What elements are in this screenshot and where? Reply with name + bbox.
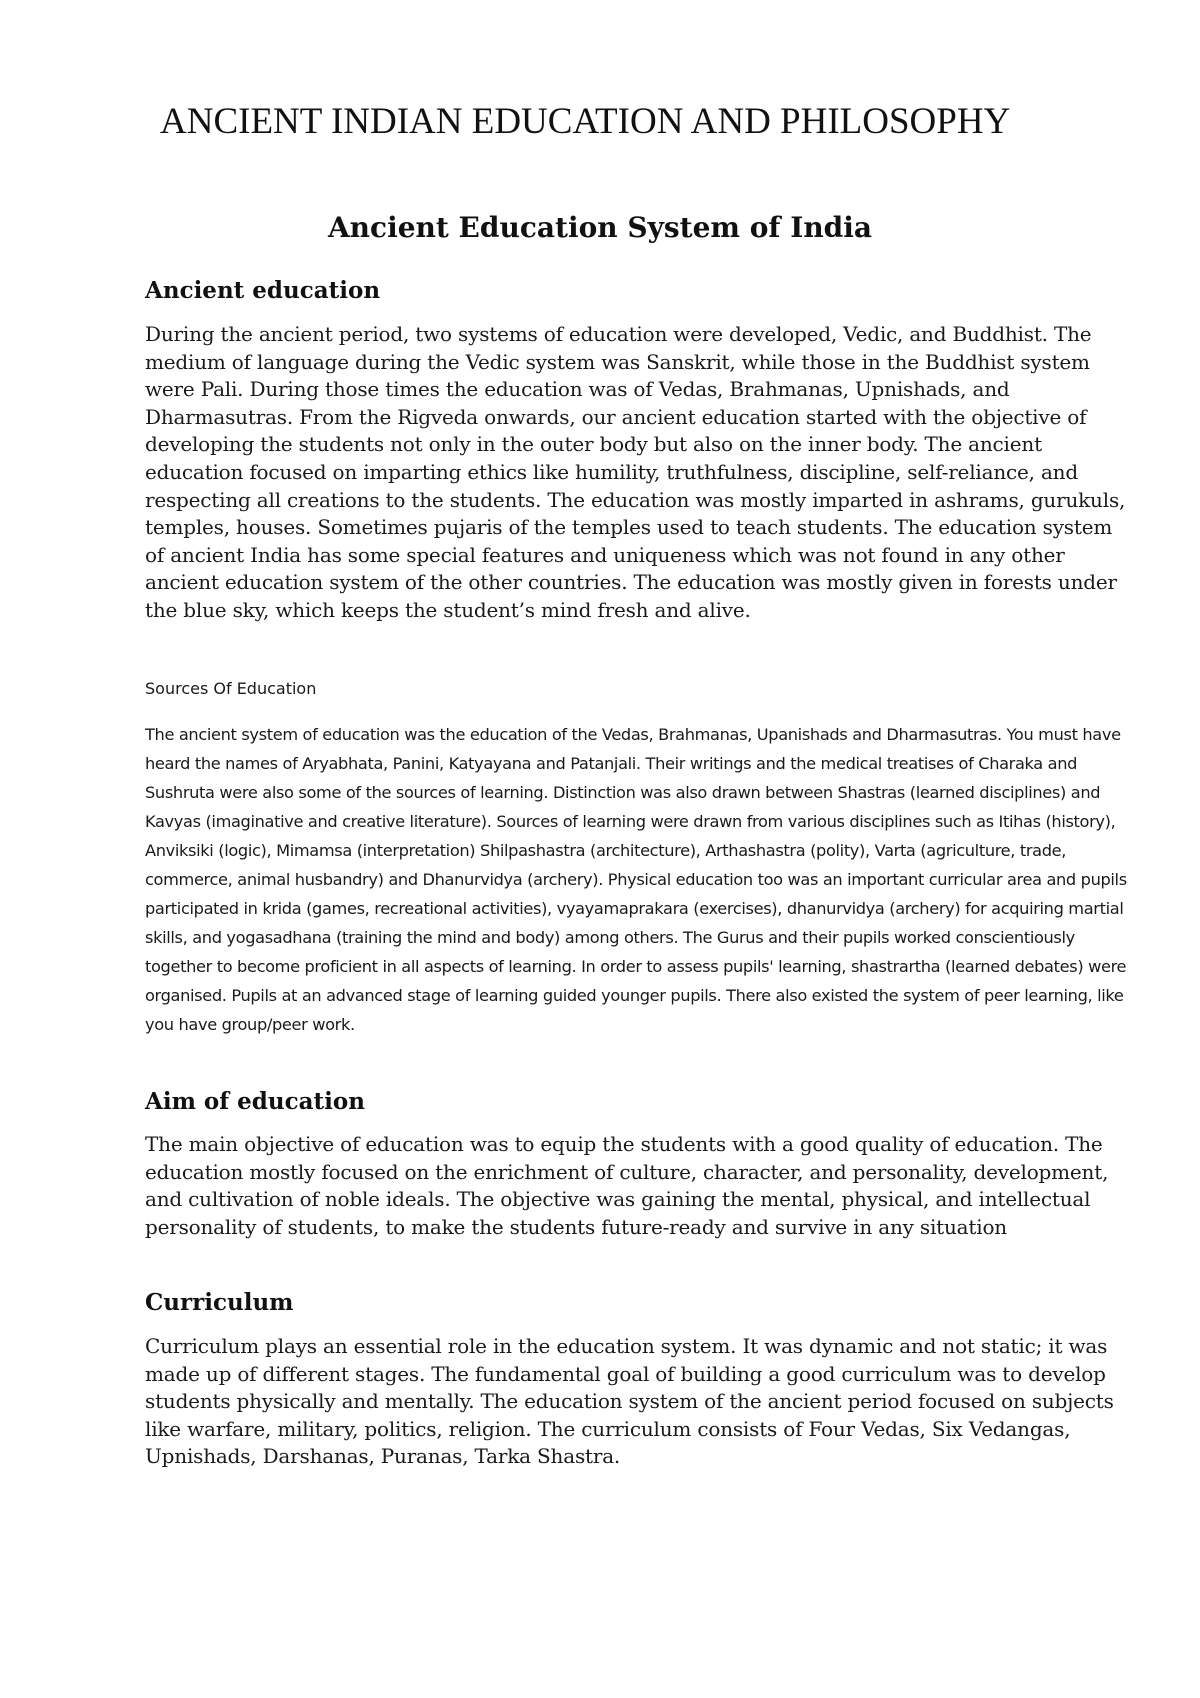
heading-sources-of-education: Sources Of Education	[145, 679, 317, 698]
paragraph-aim-of-education: The main objective of education was to equip the students with a good quality of education. The education mostly focused on the enrichment of culture, character, and personality, development, and cultivation of noble ideals. The objective was gaining the mental, physical, and intellectual personality of students, to make the students future-ready and survive in any situation	[145, 1132, 1109, 1239]
section-title: Ancient Education System of India	[327, 211, 873, 244]
heading-ancient-education: Ancient education	[145, 277, 381, 304]
paragraph-sources-of-education: The ancient system of education was the education of the Vedas, Brahmanas, Upanishads and Dharmasutras. You must have heard the names of Aryabhata, Panini, Katyayana and Patanjali. Their writings and the medical treatises of Charaka and Sushruta were also some of the sources of learning. Distinction was also drawn between Shastras (learned disciplines) and Kavyas (imaginative and creative literature). Sources of learning were drawn from various disciplines such as Itihas (history), Anviksiki (logic), Mimamsa (interpretation) Shilpashastra (architecture), Arthashastra (polity), Varta (agriculture, trade, commerce, animal husbandry) and Dhanurvidya (archery). Physical education too was an important curricular area and pupils participated in krida (games, recreational activities), vyayamaprakara (exercises), dhanurvidya (archery) for acquiring martial skills, and yogasadhana (training the mind and body) among others. The Gurus and their pupils worked conscientiously together to become proficient in all aspects of learning. In order to assess pupils' learning, shastrartha (learned debates) were organised. Pupils at an advanced stage of learning guided younger pupils. There also existed the system of peer learning, like you have group/peer work.	[145, 725, 1127, 1034]
heading-curriculum: Curriculum	[145, 1289, 294, 1316]
paragraph-curriculum: Curriculum plays an essential role in the education system. It was dynamic and not static; it was made up of different stages. The fundamental goal of building a good curriculum was to develop students physically and mentally. The education system of the ancient period focused on subjects like warfare, military, politics, religion. The curriculum consists of Four Vedas, Six Vedangas, Upnishads, Darshanas, Puranas, Tarka Shastra.	[145, 1334, 1114, 1469]
paragraph-ancient-education: During the ancient period, two systems of education were developed, Vedic, and Buddhist. The medium of language during the Vedic system was Sanskrit, while those in the Buddhist system were Pali. During those times the education was of Vedas, Brahmanas, Upnishads, and Dharmasutras. From the Rigveda onwards, our ancient education started with the objective of developing the students not only in the outer body but also on the inner body. The ancient education focused on imparting ethics like humility, truthfulness, discipline, self-reliance, and respecting all creations to the students. The education was mostly imparted in ashrams, gurukuls, temples, houses. Sometimes pujaris of the temples used to teach students. The education system of ancient India has some special features and uniqueness which was not found in any other ancient education system of the other countries. The education was mostly given in forests under the blue sky, which keeps the student’s mind fresh and alive.	[145, 322, 1126, 622]
heading-aim-of-education: Aim of education	[145, 1088, 365, 1115]
document-title: ANCIENT INDIAN EDUCATION AND PHILOSOPHY	[160, 101, 1011, 142]
